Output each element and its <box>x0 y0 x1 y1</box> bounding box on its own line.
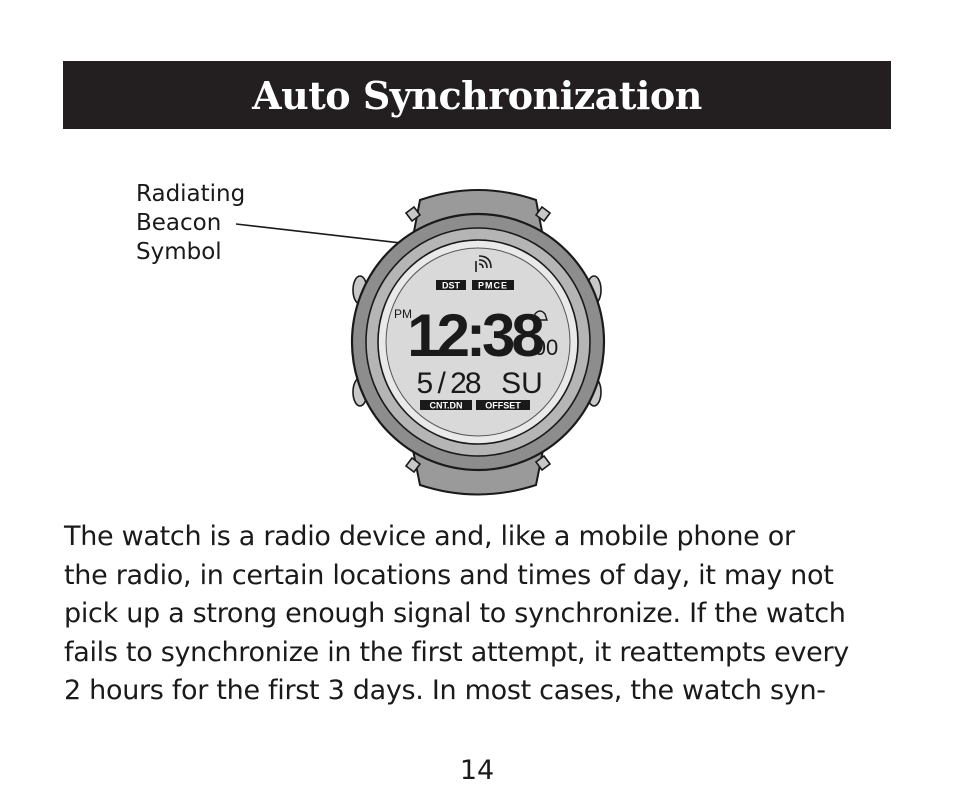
page-number: 14 <box>459 755 495 786</box>
date-display: 5 / 28 <box>416 367 480 400</box>
body-line-4: fails to synchronize in the first attempt, it reattempts every <box>64 636 849 668</box>
page-title: Auto Synchronization <box>252 72 702 118</box>
body-paragraph <box>64 518 884 711</box>
callout-line-3: Symbol <box>136 239 222 265</box>
body-line-2: the radio, in certain locations and times of day, it may not <box>64 559 834 591</box>
seconds-display: 00 <box>533 335 559 360</box>
cntdn-tag: CNT.DN <box>429 400 463 411</box>
offset-tag: OFFSET <box>485 400 521 411</box>
body-line-5: 2 hours for the first 3 days. In most cases, the watch syn- <box>64 675 826 706</box>
body-line-3: pick up a strong enough signal to synchronize. If the watch <box>64 598 846 629</box>
body-line-1: The watch is a radio device and, like a mobile phone or <box>64 521 795 552</box>
time-display: 12:38 <box>407 302 541 369</box>
section-header <box>63 61 891 129</box>
watch-illustration <box>0 150 954 510</box>
callout-line-1: Radiating <box>136 181 246 207</box>
am-pm-indicator: PM <box>394 307 412 321</box>
dst-tag: DST <box>442 280 460 291</box>
callout-line-2: Beacon <box>136 210 222 236</box>
pmce-tag: PMCE <box>477 280 509 291</box>
weekday-display: SU <box>501 367 543 400</box>
